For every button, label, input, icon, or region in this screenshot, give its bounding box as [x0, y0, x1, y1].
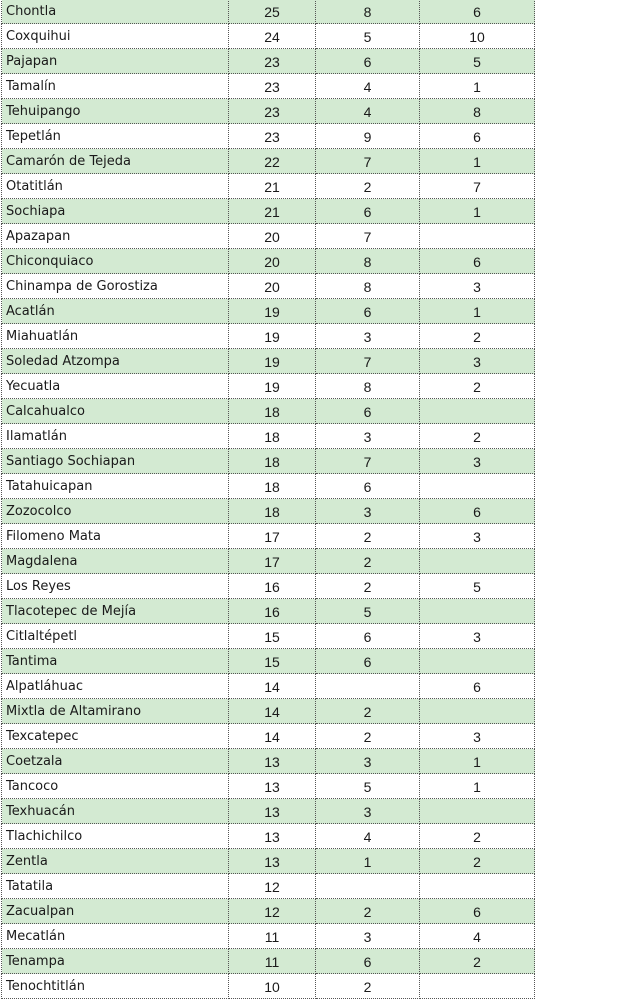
value-cell-col3: 6 [420, 674, 535, 699]
municipality-name-cell: Calcahualco [2, 399, 229, 424]
table-row [2, 149, 535, 174]
value-cell-col1: 20 [229, 249, 316, 274]
value-cell-col1: 19 [229, 349, 316, 374]
value-cell-col1: 18 [229, 449, 316, 474]
value-cell-col1: 19 [229, 374, 316, 399]
table-row [2, 24, 535, 49]
value-cell-col1: 17 [229, 524, 316, 549]
municipality-name-cell: Coetzala [2, 749, 229, 774]
value-cell-col3: 10 [420, 24, 535, 49]
value-cell-col3 [420, 224, 535, 249]
value-cell-col3 [420, 399, 535, 424]
value-cell-col1: 15 [229, 649, 316, 674]
value-cell-col1: 23 [229, 74, 316, 99]
value-cell-col1: 17 [229, 549, 316, 574]
value-cell-col2: 2 [316, 174, 420, 199]
value-cell-col2: 5 [316, 599, 420, 624]
value-cell-col2: 5 [316, 24, 420, 49]
municipality-name-cell: Soledad Atzompa [2, 349, 229, 374]
value-cell-col2: 7 [316, 149, 420, 174]
value-cell-col3: 2 [420, 849, 535, 874]
value-cell-col2: 7 [316, 449, 420, 474]
value-cell-col3: 2 [420, 324, 535, 349]
value-cell-col3: 1 [420, 199, 535, 224]
table-row [2, 949, 535, 974]
municipality-name-cell: Acatlán [2, 299, 229, 324]
municipality-name-cell: Tancoco [2, 774, 229, 799]
value-cell-col2: 2 [316, 724, 420, 749]
municipality-name-cell: Sochiapa [2, 199, 229, 224]
value-cell-col2: 7 [316, 224, 420, 249]
value-cell-col3 [420, 874, 535, 899]
value-cell-col2: 6 [316, 649, 420, 674]
value-cell-col2: 4 [316, 99, 420, 124]
municipality-name-cell: Texhuacán [2, 799, 229, 824]
municipality-name-cell: Chinampa de Gorostiza [2, 274, 229, 299]
table-row [2, 224, 535, 249]
value-cell-col1: 13 [229, 774, 316, 799]
table-row [2, 649, 535, 674]
value-cell-col1: 13 [229, 799, 316, 824]
table-row [2, 74, 535, 99]
value-cell-col1: 16 [229, 599, 316, 624]
value-cell-col2: 7 [316, 349, 420, 374]
municipality-name-cell: Tehuipango [2, 99, 229, 124]
value-cell-col3: 6 [420, 124, 535, 149]
value-cell-col1: 20 [229, 224, 316, 249]
value-cell-col3: 2 [420, 949, 535, 974]
table-row [2, 849, 535, 874]
table-row [2, 799, 535, 824]
value-cell-col1: 25 [229, 0, 316, 24]
value-cell-col3: 3 [420, 724, 535, 749]
municipality-name-cell: Tlachichilco [2, 824, 229, 849]
value-cell-col3: 6 [420, 499, 535, 524]
value-cell-col2: 6 [316, 399, 420, 424]
value-cell-col3: 3 [420, 349, 535, 374]
value-cell-col3 [420, 549, 535, 574]
municipality-name-cell: Zozocolco [2, 499, 229, 524]
value-cell-col2: 6 [316, 949, 420, 974]
value-cell-col3 [420, 474, 535, 499]
value-cell-col1: 12 [229, 874, 316, 899]
municipality-name-cell: Yecuatla [2, 374, 229, 399]
table-row [2, 574, 535, 599]
table-row [2, 99, 535, 124]
value-cell-col3: 2 [420, 824, 535, 849]
value-cell-col1: 12 [229, 899, 316, 924]
value-cell-col1: 23 [229, 99, 316, 124]
table-row [2, 924, 535, 949]
value-cell-col2: 3 [316, 924, 420, 949]
value-cell-col2: 4 [316, 824, 420, 849]
table-row [2, 549, 535, 574]
value-cell-col2: 2 [316, 899, 420, 924]
table-row [2, 199, 535, 224]
municipality-name-cell: Tlacotepec de Mejía [2, 599, 229, 624]
value-cell-col2 [316, 674, 420, 699]
table-row [2, 599, 535, 624]
municipality-name-cell: Tatatila [2, 874, 229, 899]
value-cell-col1: 24 [229, 24, 316, 49]
value-cell-col2: 3 [316, 799, 420, 824]
table-row [2, 249, 535, 274]
value-cell-col1: 15 [229, 624, 316, 649]
value-cell-col2: 3 [316, 499, 420, 524]
municipality-name-cell: Zacualpan [2, 899, 229, 924]
table-row [2, 974, 535, 999]
value-cell-col3: 3 [420, 524, 535, 549]
value-cell-col1: 16 [229, 574, 316, 599]
value-cell-col3: 5 [420, 49, 535, 74]
value-cell-col1: 20 [229, 274, 316, 299]
value-cell-col2: 3 [316, 324, 420, 349]
value-cell-col3: 6 [420, 249, 535, 274]
municipality-name-cell: Tatahuicapan [2, 474, 229, 499]
value-cell-col3: 5 [420, 574, 535, 599]
value-cell-col3: 2 [420, 374, 535, 399]
value-cell-col1: 13 [229, 824, 316, 849]
value-cell-col1: 13 [229, 749, 316, 774]
value-cell-col1: 11 [229, 924, 316, 949]
value-cell-col2: 3 [316, 424, 420, 449]
value-cell-col3: 1 [420, 299, 535, 324]
table-row [2, 324, 535, 349]
value-cell-col1: 14 [229, 674, 316, 699]
value-cell-col2: 6 [316, 624, 420, 649]
value-cell-col3 [420, 599, 535, 624]
value-cell-col3 [420, 799, 535, 824]
value-cell-col2 [316, 874, 420, 899]
table-row [2, 899, 535, 924]
value-cell-col2: 1 [316, 849, 420, 874]
value-cell-col2: 8 [316, 249, 420, 274]
value-cell-col1: 18 [229, 424, 316, 449]
value-cell-col3: 7 [420, 174, 535, 199]
table-row [2, 749, 535, 774]
value-cell-col1: 14 [229, 699, 316, 724]
value-cell-col1: 13 [229, 849, 316, 874]
value-cell-col2: 6 [316, 49, 420, 74]
municipality-name-cell: Coxquihui [2, 24, 229, 49]
table-row [2, 699, 535, 724]
table-row [2, 474, 535, 499]
table-row [2, 874, 535, 899]
value-cell-col3: 1 [420, 749, 535, 774]
value-cell-col1: 19 [229, 299, 316, 324]
value-cell-col3 [420, 974, 535, 999]
table-row [2, 624, 535, 649]
value-cell-col3: 3 [420, 274, 535, 299]
value-cell-col2: 2 [316, 549, 420, 574]
value-cell-col2: 6 [316, 474, 420, 499]
table-row [2, 349, 535, 374]
table-row [2, 0, 535, 24]
value-cell-col1: 21 [229, 174, 316, 199]
municipality-name-cell: Los Reyes [2, 574, 229, 599]
table-row [2, 299, 535, 324]
value-cell-col1: 18 [229, 399, 316, 424]
municipality-table [1, 0, 535, 999]
value-cell-col2: 2 [316, 974, 420, 999]
value-cell-col1: 23 [229, 124, 316, 149]
value-cell-col3: 6 [420, 899, 535, 924]
value-cell-col3 [420, 699, 535, 724]
table-row [2, 49, 535, 74]
table-row [2, 124, 535, 149]
table-row [2, 524, 535, 549]
table-body [2, 0, 535, 999]
municipality-name-cell: Pajapan [2, 49, 229, 74]
municipality-name-cell: Citlaltépetl [2, 624, 229, 649]
table-row [2, 449, 535, 474]
municipality-name-cell: Chiconquiaco [2, 249, 229, 274]
municipality-name-cell: Tenampa [2, 949, 229, 974]
value-cell-col3: 1 [420, 74, 535, 99]
value-cell-col3 [420, 649, 535, 674]
value-cell-col3: 1 [420, 149, 535, 174]
table-row [2, 399, 535, 424]
municipality-name-cell: Tantima [2, 649, 229, 674]
municipality-name-cell: Alpatláhuac [2, 674, 229, 699]
municipality-name-cell: Otatitlán [2, 174, 229, 199]
value-cell-col2: 2 [316, 699, 420, 724]
value-cell-col2: 9 [316, 124, 420, 149]
table-row [2, 824, 535, 849]
municipality-name-cell: Chontla [2, 0, 229, 24]
municipality-name-cell: Camarón de Tejeda [2, 149, 229, 174]
municipality-name-cell: Mecatlán [2, 924, 229, 949]
value-cell-col1: 18 [229, 499, 316, 524]
value-cell-col1: 10 [229, 974, 316, 999]
table-row [2, 274, 535, 299]
table-row [2, 174, 535, 199]
municipality-name-cell: Tepetlán [2, 124, 229, 149]
municipality-name-cell: Filomeno Mata [2, 524, 229, 549]
table-row [2, 374, 535, 399]
value-cell-col1: 18 [229, 474, 316, 499]
municipality-name-cell: Mixtla de Altamirano [2, 699, 229, 724]
value-cell-col1: 22 [229, 149, 316, 174]
value-cell-col1: 21 [229, 199, 316, 224]
municipality-name-cell: Ilamatlán [2, 424, 229, 449]
table-row [2, 499, 535, 524]
value-cell-col3: 3 [420, 449, 535, 474]
municipality-name-cell: Texcatepec [2, 724, 229, 749]
value-cell-col2: 2 [316, 574, 420, 599]
value-cell-col2: 2 [316, 524, 420, 549]
value-cell-col3: 3 [420, 624, 535, 649]
value-cell-col2: 3 [316, 749, 420, 774]
value-cell-col3: 6 [420, 0, 535, 24]
value-cell-col2: 6 [316, 199, 420, 224]
value-cell-col1: 19 [229, 324, 316, 349]
table-row [2, 774, 535, 799]
value-cell-col1: 23 [229, 49, 316, 74]
municipality-name-cell: Apazapan [2, 224, 229, 249]
municipality-name-cell: Miahuatlán [2, 324, 229, 349]
municipality-name-cell: Tamalín [2, 74, 229, 99]
value-cell-col3: 1 [420, 774, 535, 799]
value-cell-col3: 4 [420, 924, 535, 949]
value-cell-col2: 8 [316, 274, 420, 299]
table-row [2, 724, 535, 749]
municipality-name-cell: Tenochtitlán [2, 974, 229, 999]
table-row [2, 424, 535, 449]
value-cell-col2: 6 [316, 299, 420, 324]
value-cell-col1: 11 [229, 949, 316, 974]
value-cell-col2: 8 [316, 0, 420, 24]
value-cell-col2: 4 [316, 74, 420, 99]
municipality-name-cell: Santiago Sochiapan [2, 449, 229, 474]
municipality-name-cell: Magdalena [2, 549, 229, 574]
value-cell-col1: 14 [229, 724, 316, 749]
value-cell-col3: 2 [420, 424, 535, 449]
municipality-name-cell: Zentla [2, 849, 229, 874]
value-cell-col2: 5 [316, 774, 420, 799]
table-row [2, 674, 535, 699]
value-cell-col2: 8 [316, 374, 420, 399]
value-cell-col3: 8 [420, 99, 535, 124]
